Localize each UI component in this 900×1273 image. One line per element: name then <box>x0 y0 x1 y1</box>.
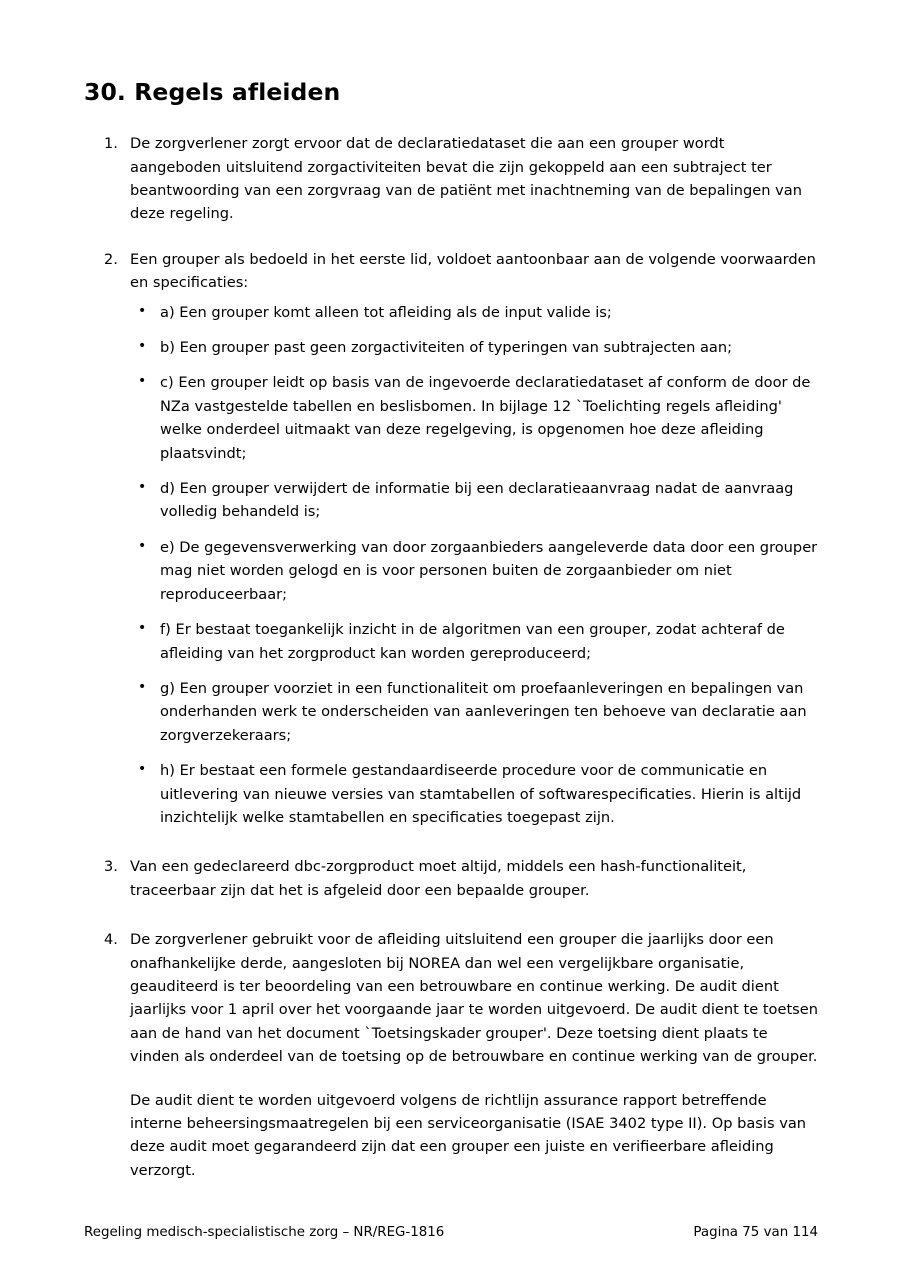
sub-list-item-text: c) Een grouper leidt op basis van de ingevoerde declaratiedataset af conform de door de NZa vastgestelde tabellen en beslisbomen. In bijlage 12 `Toelichting regels afleiding' welke onderdeel uitmaakt van deze regelgeving, is opgenomen hoe deze afleiding plaatsvindt; <box>160 374 811 462</box>
list-item-paragraph: De audit dient te worden uitgevoerd volgens de richtlijn assurance rapport betreffende interne beheersingsmaatregelen bij een serviceorganisatie (ISAE 3402 type II). Op basis van deze audit moet gegarandeerd zijn dat een grouper een juiste en verifieerbare afleiding verzorgt. <box>130 1091 807 1179</box>
bullet-icon: • <box>138 620 147 637</box>
footer-document-reference: Regeling medisch-specialistische zorg – NR/REG-1816 <box>84 1225 445 1240</box>
bullet-icon: • <box>138 678 147 695</box>
sub-list-item <box>130 759 818 829</box>
list-item-number: 2. <box>104 251 118 268</box>
list-item-number: 1. <box>104 136 118 153</box>
bullet-icon: • <box>138 302 147 319</box>
sub-list-item-text: f) Er bestaat toegankelijk inzicht in de algoritmen van een grouper, zodat achteraf de afleiding van het zorgproduct kan worden gereproduceerd; <box>160 621 785 662</box>
list-item-number: 3. <box>104 859 118 876</box>
sub-list <box>130 301 818 830</box>
sub-list-item-text: g) Een grouper voorziet in een functionaliteit om proefaanleveringen en bepalingen van onderhanden werk te onderscheiden van aanleveringen ten behoeve van declaratie aan zorgverzekeraars; <box>160 679 807 744</box>
sub-list-item-text: e) De gegevensverwerking van door zorgaanbieders aangeleverde data door een grouper mag niet worden gelogd en is voor personen buiten de zorgaanbieder om niet reproduceerbaar; <box>160 538 818 603</box>
sub-list-item <box>130 301 818 324</box>
bullet-icon: • <box>138 537 147 554</box>
footer-page-number: Pagina 75 van 114 <box>693 1225 818 1240</box>
numbered-list <box>84 132 818 1182</box>
list-item <box>84 132 818 226</box>
list-item <box>84 855 818 902</box>
list-item-paragraph: De zorgverlener zorgt ervoor dat de declaratiedataset die aan een grouper wordt aangeboden uitsluitend zorgactiviteiten bevat die zijn gekoppeld aan een subtraject ter beantwoording van een zorgvraag van de patiënt met inachtneming van de bepalingen van deze regeling. <box>130 135 802 223</box>
sub-list-item-text: h) Er bestaat een formele gestandaardiseerde procedure voor de communicatie en uitlevering van nieuwe versies van stamtabellen of softwarespecificaties. Hierin is altijd inzichtelijk welke stamtabellen en specificaties toegepast zijn. <box>160 762 802 826</box>
list-item <box>84 248 818 830</box>
sub-list-item <box>130 618 818 665</box>
bullet-icon: • <box>138 338 147 355</box>
list-item-paragraph: De zorgverlener gebruikt voor de afleiding uitsluitend een grouper die jaarlijks door een onafhankelijke derde, aangesloten bij NOREA dan wel een vergelijkbare organisatie, geauditeerd is ter beoordeling van een betrouwbare en continue werking. De audit dient jaarlijks voor 1 april over het voorgaande jaar te worden uitgevoerd. De audit dient te toetsen aan de hand van het document `Toetsingskader grouper'. Deze toetsing dient plaats te vinden als onderdeel van de toetsing op de betrouwbare en continue werking van de grouper. <box>130 931 819 1066</box>
list-item-paragraph: Een grouper als bedoeld in het eerste lid, voldoet aantoonbaar aan de volgende voorwaarden en specificaties: <box>130 250 816 292</box>
sub-list-item-text: b) Een grouper past geen zorgactiviteiten of typeringen van subtrajecten aan; <box>160 339 733 357</box>
page-title: 30. Regels afleiden <box>84 78 341 106</box>
bullet-icon: • <box>138 479 147 496</box>
bullet-icon: • <box>138 373 147 390</box>
sub-list-item-text: a) Een grouper komt alleen tot afleiding als de input valide is; <box>160 303 612 321</box>
sub-list-item <box>130 477 818 524</box>
list-item-number: 4. <box>104 932 118 949</box>
list-item-paragraph: Van een gedeclareerd dbc-zorgproduct moet altijd, middels een hash-functionaliteit, traceerbaar zijn dat het is afgeleid door een bepaalde grouper. <box>130 858 747 899</box>
sub-list-item <box>130 371 818 465</box>
bullet-icon: • <box>138 761 147 778</box>
sub-list-item <box>130 536 818 606</box>
page-footer <box>84 1223 818 1243</box>
sub-list-item-text: d) Een grouper verwijdert de informatie bij een declaratieaanvraag nadat de aanvraag volledig behandeld is; <box>160 480 794 521</box>
sub-list-item <box>130 677 818 747</box>
sub-list-item <box>130 336 818 359</box>
list-item <box>84 928 818 1182</box>
